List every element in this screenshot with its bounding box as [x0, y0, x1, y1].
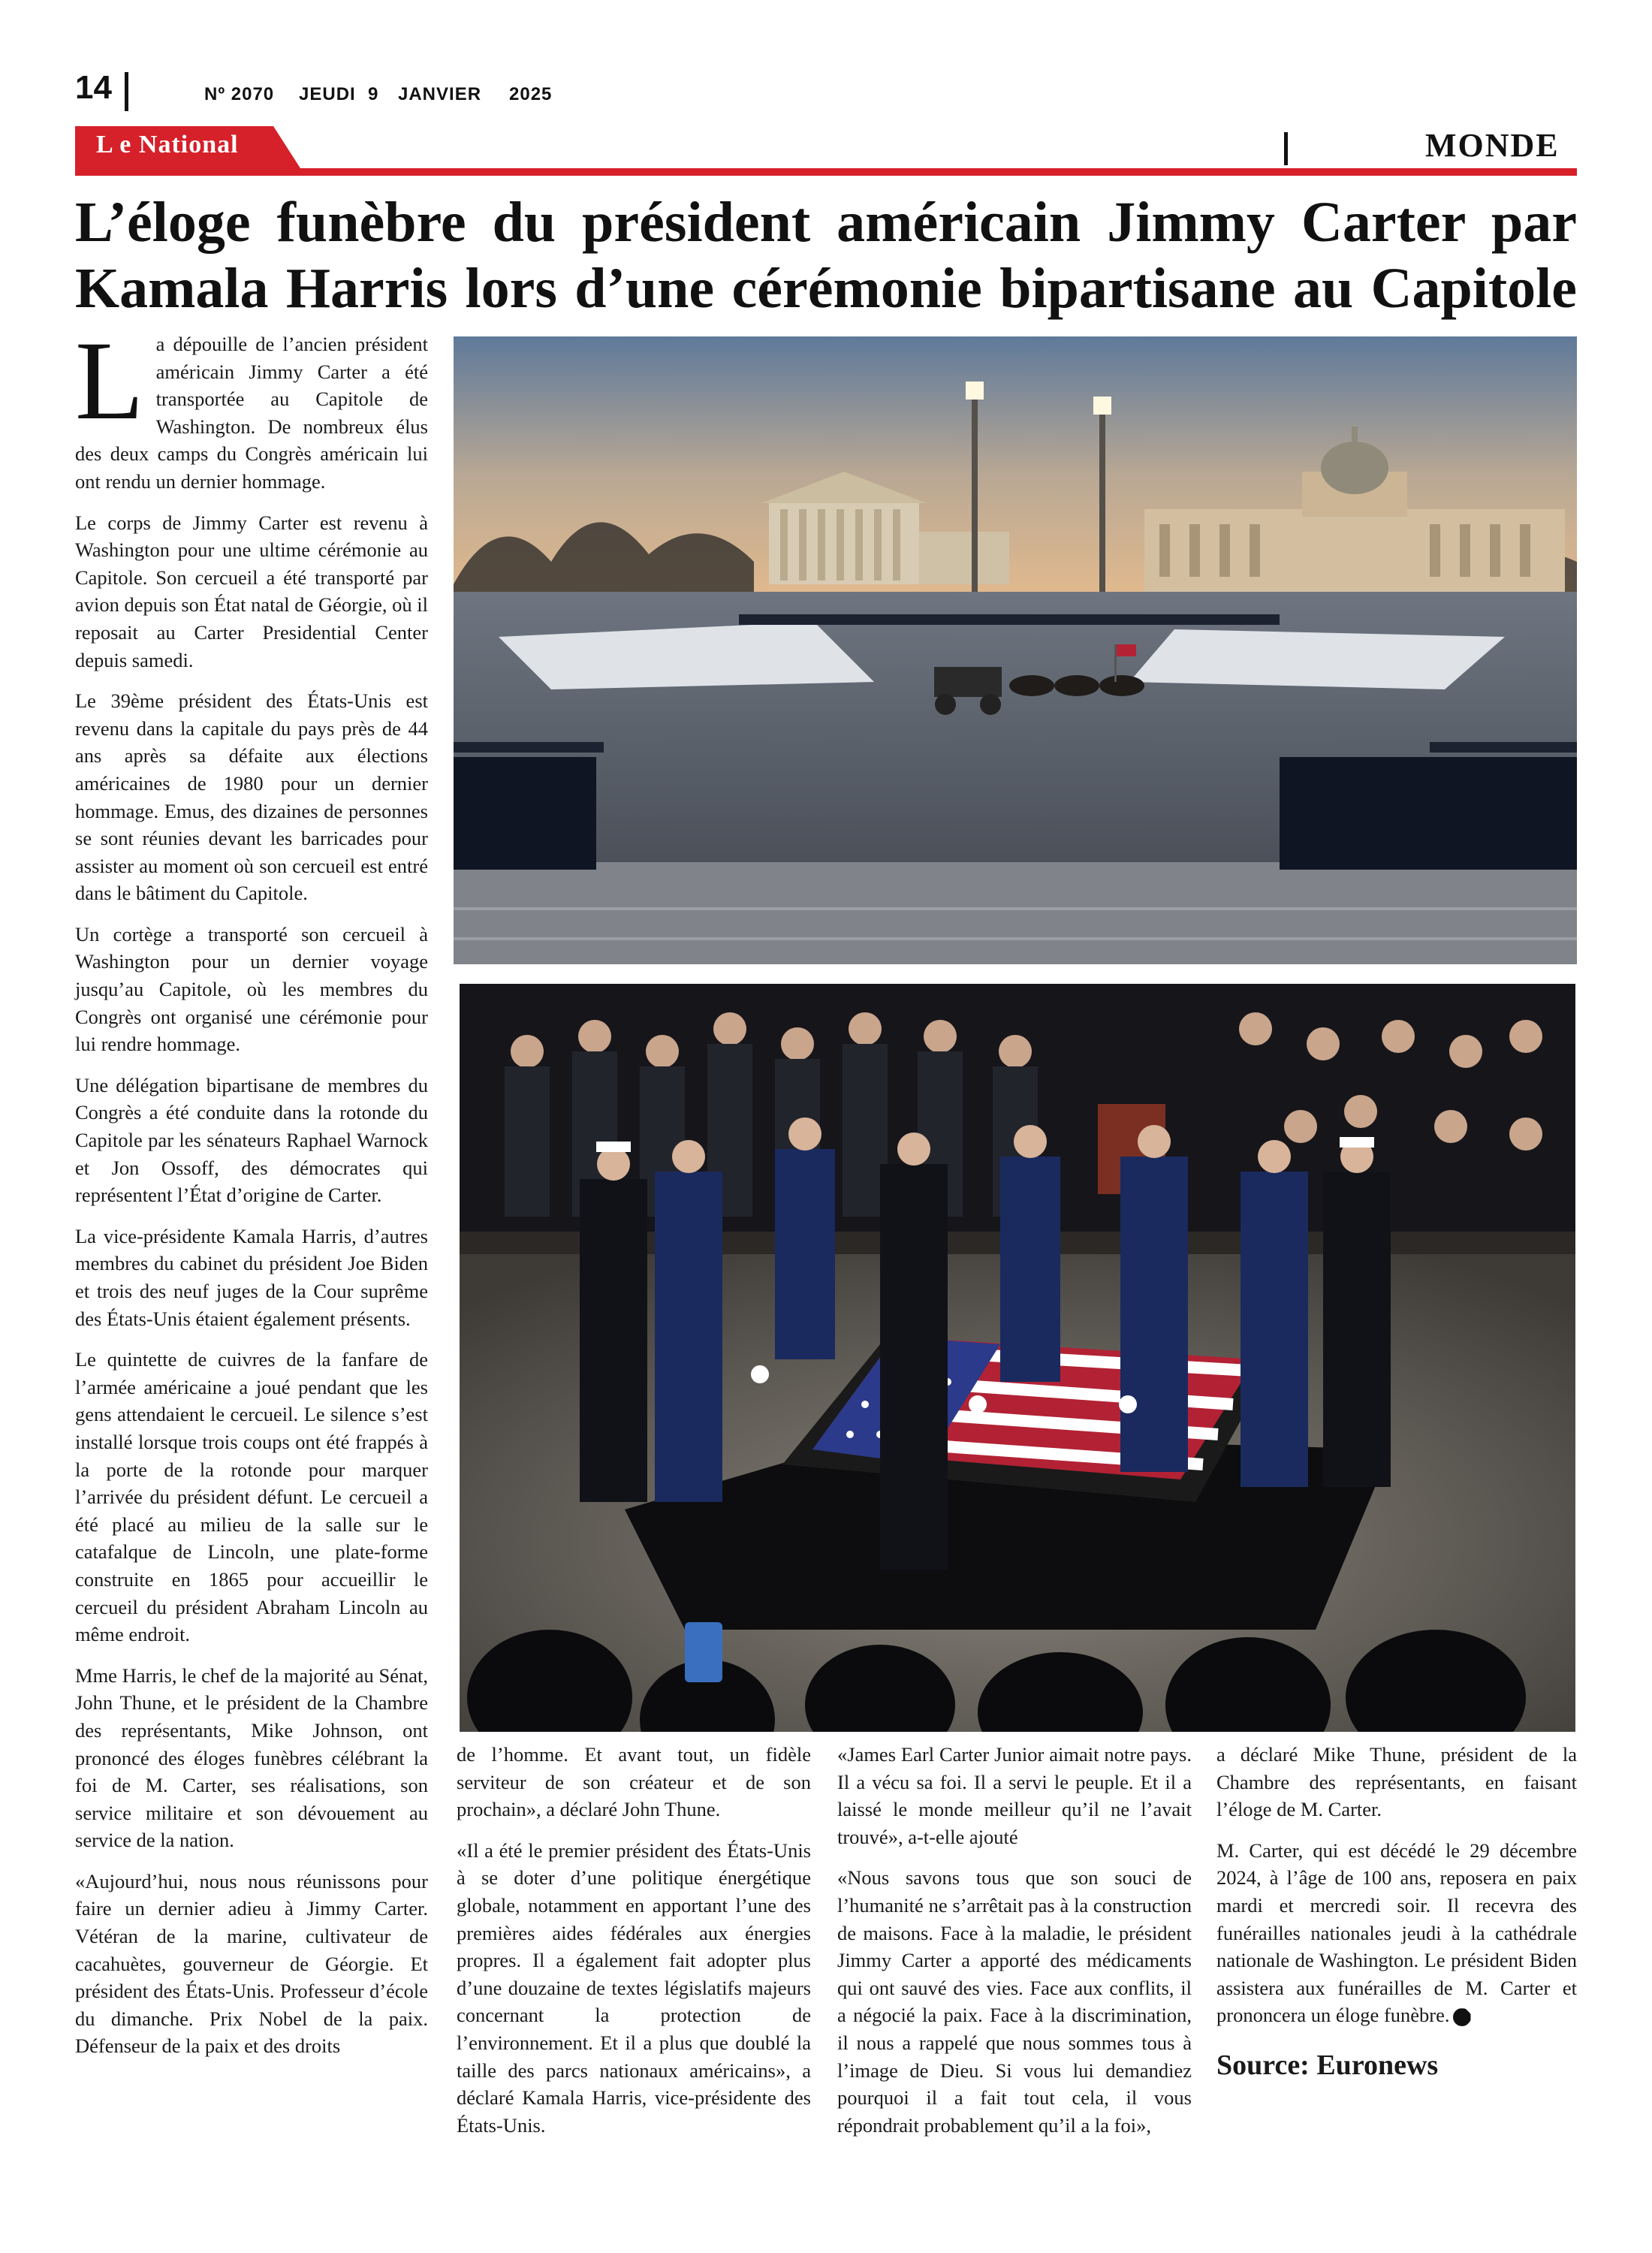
paragraph-text: M. Carter, qui est décédé le 29 décembre 2024, à l’âge de 100 ans, reposera en paix mardi et mercredi soir. Il recevra des funérailles nationales jeudi à la cathédrale nationale de Washington. Le président Biden assistera aux funérailles de M. Carter et prononcera un éloge funèbre.	[1216, 1838, 1577, 2027]
article-column-4	[1216, 1741, 1577, 2080]
paragraph: «Aujourd’hui, nous nous réunissons pour faire un dernier adieu à Jimmy Carter. Vétéran de la marine, cultivateur de cacahuètes, gouverneur de Géorgie. Et président des États-Unis. Professeur d’école du dimanche. Prix Nobel de la paix. Défenseur de la paix et des droits	[75, 1869, 428, 2058]
issue-year: 2025	[509, 84, 553, 104]
paragraph: Une délégation bipartisane de membres du Congrès a été conduite dans la rotonde du Capitole par les sénateurs Raphael Warnock et Jon Ossoff, des démocrates qui représentent l’État d’origine de Carter.	[75, 1073, 428, 1207]
article-source: Source: Euronews	[1216, 2049, 1439, 2081]
header-rule	[75, 168, 1577, 176]
paragraph: Le quintette de cuivres de la fanfare de l’armée américaine a joué pendant que les gens attendaient le cercueil. Le silence s’est installé lorsque trois coups ont été frappés à la porte de la rotonde pour marquer l’arrivée du président défunt. Le cercueil a été placé au milieu de la salle sur le catafalque de Lincoln, une plate-forme construite en 1865 pour accueillir le cercueil du président Abraham Lincoln au même endroit.	[75, 1348, 428, 1646]
paragraph: «James Earl Carter Junior aimait notre pays. Il a vécu sa foi. Il a servi le peuple. Et il a laissé le monde meilleur qu’il ne l’avait trouvé», a-t-elle ajouté	[837, 1743, 1192, 1848]
issue-month: JANVIER	[398, 84, 482, 104]
paragraph: «Il a été le premier président des États-Unis à se doter d’une politique énergétique globale, notamment en apportant l’une des premières aides fédérales aux énergies propres. Il a également fait adopter plus d’une douzaine de textes législatifs majeurs concernant la protection de l’environnement. Et il a plus que doublé la taille des parcs nationaux américains», a déclaré Kamala Harris, vice-présidente des États-Unis.	[457, 1838, 811, 2137]
article-column-3	[837, 1741, 1192, 2152]
paragraph: Le 39ème président des États-Unis est revenu dans la capitale du pays près de 44 ans après sa défaite aux élections américaines de 1980 pour un dernier hommage. Emus, des dizaines de personnes se sont réunies devant les barricades pour assister au moment où son cercueil est entré dans le bâtiment du Capitole.	[75, 689, 428, 905]
issue-day: JEUDI	[299, 84, 356, 104]
paragraph: «Nous savons tous que son souci de l’humanité ne s’arrêtait pas à la construction de maisons. Face à la maladie, le président Jimmy Carter a apporté des médicaments qui ont sauvé des vies. Face aux conflits, il a négocié la paix. Face à la discrimination, il nous a rappelé que nous sommes tous à l’image de Dieu. Si vous lui demandiez pourquoi il a fait tout cela, il vous répondrait probablement qu’il a la foi»,	[837, 1866, 1192, 2137]
paragraph: Le corps de Jimmy Carter est revenu à Washington pour une ultime cérémonie au Capitole. Son cercueil a été transporté par avion depuis son État natal de Géorgie, où il reposait au Carter Presidential Center depuis samedi.	[75, 511, 428, 671]
paragraph-text: a dépouille de l’ancien président américain Jimmy Carter a été transportée au Capitole de Washington. De nombreux élus des deux camps du Congrès américain lui ont rendu un dernier hommage.	[75, 333, 428, 493]
page-number-divider	[125, 72, 128, 111]
section-label: MONDE	[1425, 127, 1560, 164]
headline: L’éloge funèbre du président américain Jimmy Carter par Kamala Harris lors d’une cérémonie bipartisane au Capitole	[75, 191, 1577, 320]
article-column-2	[457, 1741, 811, 2152]
article-column-1	[75, 318, 428, 2074]
section-divider	[1284, 132, 1288, 165]
issue-date: 9	[368, 84, 379, 104]
paragraph	[1216, 1837, 1577, 2029]
paragraph: a déclaré Mike Thune, président de la Chambre des représentants, en faisant l’éloge de M. Carter.	[1216, 1743, 1577, 1821]
brand-name: L e National	[96, 131, 239, 158]
paragraph: de l’homme. Et avant tout, un fidèle serviteur de son créateur et de son prochain», a déclaré John Thune.	[457, 1743, 811, 1821]
capitol-procession-photo	[454, 336, 1577, 964]
issue-number: Nº 2070	[204, 84, 275, 104]
paragraph: Mme Harris, le chef de la majorité au Sénat, John Thune, et le président de la Chambre des représentants, Mike Johnson, ont prononcé des éloges funèbres célébrant la foi de M. Carter, ses réalisations, son service militaire et son dévouement au service de la nation.	[75, 1663, 428, 1852]
paragraph: Un cortège a transporté son cercueil à Washington pour un dernier voyage jusqu’au Capitole, où les membres du Congrès ont organisé une cérémonie pour lui rendre hommage.	[75, 922, 428, 1056]
end-of-article-icon	[1453, 2008, 1471, 2026]
page-number: 14	[75, 69, 112, 106]
paragraph: La vice-présidente Kamala Harris, d’autres membres du cabinet du président Joe Biden et trois des neuf juges de la Cour suprême des États-Unis étaient également présents.	[75, 1224, 428, 1330]
drop-cap: L	[75, 318, 144, 443]
paragraph	[75, 318, 428, 496]
rotunda-casket-photo	[460, 984, 1575, 1732]
